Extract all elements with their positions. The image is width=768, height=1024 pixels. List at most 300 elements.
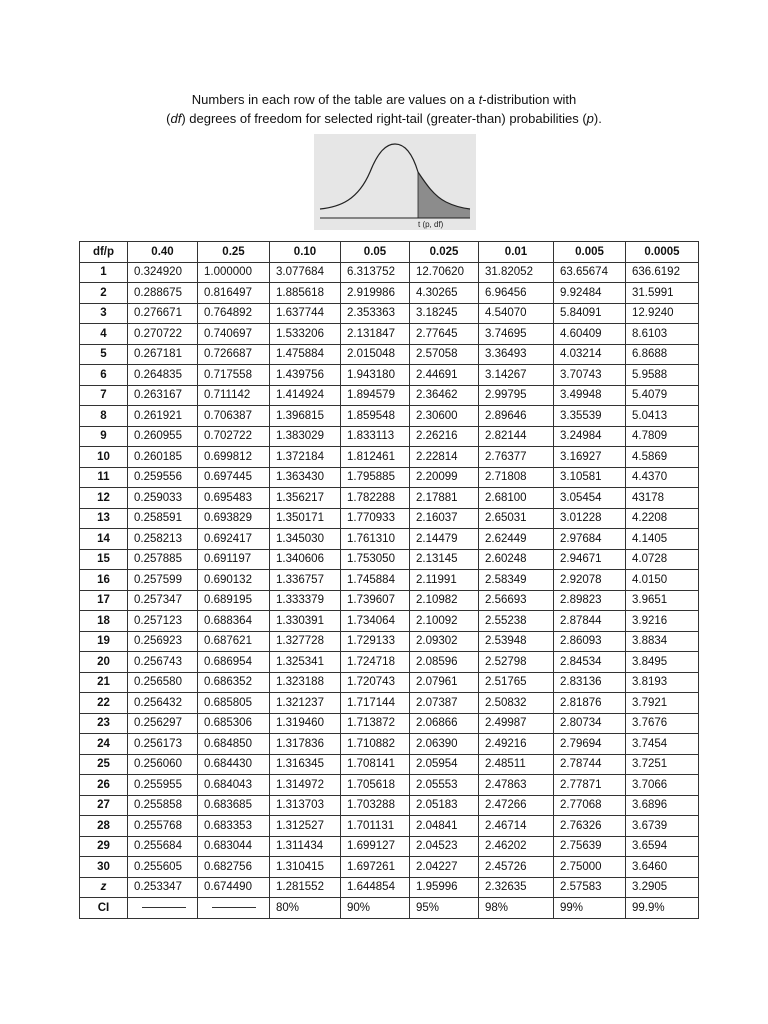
row-df-label: 30: [80, 857, 128, 878]
table-cell: 2.05183: [410, 795, 479, 816]
table-cell: 2.36462: [410, 385, 479, 406]
table-cell: 2.62449: [479, 529, 554, 550]
header-probability: 0.05: [341, 242, 410, 263]
table-cell: 0.702722: [198, 426, 270, 447]
table-cell: 0.695483: [198, 488, 270, 509]
table-cell: 5.0413: [626, 406, 699, 427]
table-cell: 1.703288: [341, 795, 410, 816]
table-cell: 1.637744: [270, 303, 341, 324]
table-row: [80, 898, 699, 919]
table-cell: 1.697261: [341, 857, 410, 878]
table-cell: 5.84091: [554, 303, 626, 324]
table-cell: 1.310415: [270, 857, 341, 878]
table-cell: 1.000000: [198, 262, 270, 283]
row-df-label: 4: [80, 324, 128, 345]
row-df-label: 19: [80, 631, 128, 652]
table-cell: 0.260185: [128, 447, 198, 468]
table-cell: 2.89646: [479, 406, 554, 427]
table-cell: 3.9651: [626, 590, 699, 611]
table-cell: 1.321237: [270, 693, 341, 714]
table-cell: 43178: [626, 488, 699, 509]
table-cell: 3.35539: [554, 406, 626, 427]
table-cell: 2.49216: [479, 734, 554, 755]
row-df-label: 26: [80, 775, 128, 796]
table-cell: 0.260955: [128, 426, 198, 447]
table-cell: 0.259556: [128, 467, 198, 488]
table-cell: 3.077684: [270, 262, 341, 283]
table-cell: 2.14479: [410, 529, 479, 550]
table-cell: 0.259033: [128, 488, 198, 509]
row-df-label: 1: [80, 262, 128, 283]
table-cell: 2.75639: [554, 836, 626, 857]
table-cell: 4.1405: [626, 529, 699, 550]
table-cell: 2.60248: [479, 549, 554, 570]
table-cell: 2.50832: [479, 693, 554, 714]
table-cell: 3.7251: [626, 754, 699, 775]
table-cell: 0.686352: [198, 672, 270, 693]
table-cell: 2.06390: [410, 734, 479, 755]
table-cell: 1.317836: [270, 734, 341, 755]
table-cell: 1.372184: [270, 447, 341, 468]
row-df-label: 25: [80, 754, 128, 775]
table-cell: 1.739607: [341, 590, 410, 611]
caption-line-2: [0, 109, 768, 128]
table-row: [80, 303, 699, 324]
table-cell: 1.319460: [270, 713, 341, 734]
table-cell: 1.345030: [270, 529, 341, 550]
table-cell: 0.258591: [128, 508, 198, 529]
table-cell: 80%: [270, 898, 341, 919]
table-row: [80, 734, 699, 755]
table-cell: 0.684043: [198, 775, 270, 796]
table-cell: 0.699812: [198, 447, 270, 468]
table-row: [80, 611, 699, 632]
row-df-label: 13: [80, 508, 128, 529]
table-cell: 2.30600: [410, 406, 479, 427]
table-cell: 99.9%: [626, 898, 699, 919]
caption-text: -distribution with: [482, 92, 577, 107]
table-cell: 2.10092: [410, 611, 479, 632]
table-cell: 1.782288: [341, 488, 410, 509]
table-cell: 3.7066: [626, 775, 699, 796]
table-cell: 1.943180: [341, 365, 410, 386]
table-cell: 1.323188: [270, 672, 341, 693]
t-distribution-curve-graphic: [314, 134, 476, 230]
table-cell: 4.0728: [626, 549, 699, 570]
table-cell: 0.726687: [198, 344, 270, 365]
table-row: [80, 426, 699, 447]
table-cell: 2.26216: [410, 426, 479, 447]
table-cell: 0.256173: [128, 734, 198, 755]
table-row: [80, 365, 699, 386]
row-df-label: 14: [80, 529, 128, 550]
table-cell: 2.919986: [341, 283, 410, 304]
table-cell: 3.36493: [479, 344, 554, 365]
table-cell: 2.77645: [410, 324, 479, 345]
table-cell: 2.45726: [479, 857, 554, 878]
header-probability: 0.01: [479, 242, 554, 263]
table-row: [80, 529, 699, 550]
table-cell: 2.51765: [479, 672, 554, 693]
table-cell: 0.689195: [198, 590, 270, 611]
table-cell: 2.83136: [554, 672, 626, 693]
row-df-label: 29: [80, 836, 128, 857]
table-row: [80, 324, 699, 345]
table-row: [80, 488, 699, 509]
table-cell: 3.2905: [626, 877, 699, 898]
table-cell: 1.333379: [270, 590, 341, 611]
table-cell: 1.701131: [341, 816, 410, 837]
table-cell: 3.70743: [554, 365, 626, 386]
empty-cell: [128, 898, 198, 919]
table-cell: 0.711142: [198, 385, 270, 406]
row-df-label: 15: [80, 549, 128, 570]
table-cell: 3.6460: [626, 857, 699, 878]
table-row: [80, 816, 699, 837]
table-cell: 12.70620: [410, 262, 479, 283]
table-cell: 2.65031: [479, 508, 554, 529]
table-cell: 4.0150: [626, 570, 699, 591]
table-cell: 2.08596: [410, 652, 479, 673]
table-cell: 0.256923: [128, 631, 198, 652]
table-cell: 1.761310: [341, 529, 410, 550]
table-row: [80, 467, 699, 488]
table-row: [80, 795, 699, 816]
table-cell: 4.30265: [410, 283, 479, 304]
table-cell: 3.6739: [626, 816, 699, 837]
table-cell: 95%: [410, 898, 479, 919]
table-cell: 0.740697: [198, 324, 270, 345]
row-df-label: 22: [80, 693, 128, 714]
table-cell: 1.705618: [341, 775, 410, 796]
table-cell: 1.396815: [270, 406, 341, 427]
row-df-label: 7: [80, 385, 128, 406]
table-cell: 1.363430: [270, 467, 341, 488]
table-cell: 2.32635: [479, 877, 554, 898]
caption-line-1: [0, 90, 768, 109]
row-df-label: 5: [80, 344, 128, 365]
table-cell: 0.257347: [128, 590, 198, 611]
table-cell: 0.816497: [198, 283, 270, 304]
t-distribution-figure: [314, 134, 476, 230]
table-cell: 2.71808: [479, 467, 554, 488]
table-row: [80, 857, 699, 878]
table-cell: 0.256580: [128, 672, 198, 693]
table-cell: 4.7809: [626, 426, 699, 447]
table-cell: 3.8193: [626, 672, 699, 693]
table-cell: 2.46714: [479, 816, 554, 837]
table-cell: 4.4370: [626, 467, 699, 488]
table-cell: 2.75000: [554, 857, 626, 878]
table-cell: 98%: [479, 898, 554, 919]
table-cell: 3.16927: [554, 447, 626, 468]
table-cell: 2.77068: [554, 795, 626, 816]
table-cell: 1.327728: [270, 631, 341, 652]
table-cell: 0.683044: [198, 836, 270, 857]
table-cell: 1.350171: [270, 508, 341, 529]
caption-text: ).: [593, 111, 602, 126]
table-cell: 2.015048: [341, 344, 410, 365]
table-row: [80, 672, 699, 693]
table-cell: 2.80734: [554, 713, 626, 734]
table-cell: 0.706387: [198, 406, 270, 427]
table-cell: 2.11991: [410, 570, 479, 591]
table-cell: 1.330391: [270, 611, 341, 632]
table-row: [80, 836, 699, 857]
table-cell: 3.10581: [554, 467, 626, 488]
caption-text: Numbers in each row of the table are values on a: [191, 92, 479, 107]
row-df-label: 18: [80, 611, 128, 632]
table-cell: 3.6896: [626, 795, 699, 816]
table-cell: 636.6192: [626, 262, 699, 283]
table-cell: 1.708141: [341, 754, 410, 775]
table-cell: 1.729133: [341, 631, 410, 652]
table-cell: 0.686954: [198, 652, 270, 673]
table-cell: 0.684850: [198, 734, 270, 755]
table-cell: 1.734064: [341, 611, 410, 632]
table-cell: 2.09302: [410, 631, 479, 652]
table-cell: 2.86093: [554, 631, 626, 652]
table-row: [80, 877, 699, 898]
header-probability: 0.025: [410, 242, 479, 263]
table-cell: 99%: [554, 898, 626, 919]
table-cell: 3.01228: [554, 508, 626, 529]
table-cell: 2.49987: [479, 713, 554, 734]
table-cell: 0.693829: [198, 508, 270, 529]
row-df-label: 11: [80, 467, 128, 488]
table-cell: 6.96456: [479, 283, 554, 304]
t-distribution-table: [79, 241, 699, 919]
table-cell: 3.7454: [626, 734, 699, 755]
table-cell: 2.46202: [479, 836, 554, 857]
table-cell: 4.54070: [479, 303, 554, 324]
table-cell: 4.03214: [554, 344, 626, 365]
table-cell: 0.255605: [128, 857, 198, 878]
table-cell: 2.79694: [554, 734, 626, 755]
row-df-label: 3: [80, 303, 128, 324]
caption-text: ) degrees of freedom for selected right-tail (greater-than) probabilities (: [181, 111, 587, 126]
table-cell: 0.717558: [198, 365, 270, 386]
table-cell: 3.49948: [554, 385, 626, 406]
table-cell: 1.859548: [341, 406, 410, 427]
table-cell: 0.687621: [198, 631, 270, 652]
table-cell: 2.53948: [479, 631, 554, 652]
table-row: [80, 508, 699, 529]
table-cell: 31.5991: [626, 283, 699, 304]
table-cell: 9.92484: [554, 283, 626, 304]
table-cell: 1.325341: [270, 652, 341, 673]
table-cell: 1.475884: [270, 344, 341, 365]
header-probability: 0.10: [270, 242, 341, 263]
table-cell: 1.713872: [341, 713, 410, 734]
table-cell: 2.47863: [479, 775, 554, 796]
table-cell: 0.674490: [198, 877, 270, 898]
table-cell: 90%: [341, 898, 410, 919]
table-cell: 5.4079: [626, 385, 699, 406]
table-cell: 1.281552: [270, 877, 341, 898]
caption-df-symbol: df: [170, 111, 182, 126]
table-cell: 2.05954: [410, 754, 479, 775]
table-cell: 1.316345: [270, 754, 341, 775]
table-row: [80, 385, 699, 406]
caption-text: (: [166, 111, 171, 126]
table-cell: 4.60409: [554, 324, 626, 345]
row-df-label: 24: [80, 734, 128, 755]
table-cell: 0.257599: [128, 570, 198, 591]
table-cell: 1.644854: [341, 877, 410, 898]
table-cell: 2.76326: [554, 816, 626, 837]
table-cell: 1.699127: [341, 836, 410, 857]
table-cell: 1.439756: [270, 365, 341, 386]
table-cell: 63.65674: [554, 262, 626, 283]
table-cell: 1.336757: [270, 570, 341, 591]
table-header-row: [80, 242, 699, 263]
table-cell: 1.314972: [270, 775, 341, 796]
table-cell: 2.92078: [554, 570, 626, 591]
table-cell: 2.07961: [410, 672, 479, 693]
table-cell: 0.255768: [128, 816, 198, 837]
header-probability: 0.0005: [626, 242, 699, 263]
table-cell: 1.313703: [270, 795, 341, 816]
row-df-label: 8: [80, 406, 128, 427]
table-cell: 2.78744: [554, 754, 626, 775]
table-cell: 0.253347: [128, 877, 198, 898]
table-cell: 3.8834: [626, 631, 699, 652]
table-cell: 0.276671: [128, 303, 198, 324]
table-cell: 0.264835: [128, 365, 198, 386]
row-df-label: 28: [80, 816, 128, 837]
table-cell: 1.717144: [341, 693, 410, 714]
table-cell: 2.06866: [410, 713, 479, 734]
table-cell: 0.267181: [128, 344, 198, 365]
table-cell: 1.95996: [410, 877, 479, 898]
table-cell: 2.353363: [341, 303, 410, 324]
table-cell: 1.533206: [270, 324, 341, 345]
table-cell: 2.57583: [554, 877, 626, 898]
table-cell: 8.6103: [626, 324, 699, 345]
table-cell: 2.58349: [479, 570, 554, 591]
table-cell: 2.99795: [479, 385, 554, 406]
table-cell: 0.255684: [128, 836, 198, 857]
table-cell: 1.812461: [341, 447, 410, 468]
table-cell: 1.720743: [341, 672, 410, 693]
table-cell: 2.10982: [410, 590, 479, 611]
row-df-label: 21: [80, 672, 128, 693]
table-cell: 0.288675: [128, 283, 198, 304]
table-cell: 2.22814: [410, 447, 479, 468]
table-cell: 2.87844: [554, 611, 626, 632]
table-cell: 3.14267: [479, 365, 554, 386]
table-row: [80, 570, 699, 591]
table-cell: 2.20099: [410, 467, 479, 488]
table-cell: 1.340606: [270, 549, 341, 570]
row-df-label: CI: [80, 898, 128, 919]
row-df-label: 10: [80, 447, 128, 468]
table-cell: 0.683685: [198, 795, 270, 816]
table-cell: 0.257885: [128, 549, 198, 570]
table-row: [80, 549, 699, 570]
table-cell: 1.753050: [341, 549, 410, 570]
table-row: [80, 775, 699, 796]
table-cell: 1.894579: [341, 385, 410, 406]
table-cell: 2.16037: [410, 508, 479, 529]
table-cell: 0.682756: [198, 857, 270, 878]
dash-placeholder: [212, 907, 256, 908]
table-row: [80, 447, 699, 468]
header-probability: 0.25: [198, 242, 270, 263]
table-cell: 2.05553: [410, 775, 479, 796]
table-cell: 3.24984: [554, 426, 626, 447]
row-df-label: 23: [80, 713, 128, 734]
table-cell: 1.356217: [270, 488, 341, 509]
table-cell: 2.48511: [479, 754, 554, 775]
table-cell: 12.9240: [626, 303, 699, 324]
table-cell: 2.04841: [410, 816, 479, 837]
table-cell: 4.5869: [626, 447, 699, 468]
table-cell: 31.82052: [479, 262, 554, 283]
critical-value-label: t (p, df): [418, 220, 444, 229]
table-row: [80, 754, 699, 775]
table-cell: 1.833113: [341, 426, 410, 447]
row-df-label: 27: [80, 795, 128, 816]
table-cell: 2.94671: [554, 549, 626, 570]
table-cell: 0.256432: [128, 693, 198, 714]
table-cell: 1.885618: [270, 283, 341, 304]
table-cell: 0.684430: [198, 754, 270, 775]
table-cell: 1.745884: [341, 570, 410, 591]
table-cell: 2.55238: [479, 611, 554, 632]
table-row: [80, 713, 699, 734]
table-cell: 0.256743: [128, 652, 198, 673]
table-cell: 2.68100: [479, 488, 554, 509]
table-cell: 0.255955: [128, 775, 198, 796]
table-row: [80, 344, 699, 365]
table-cell: 6.8688: [626, 344, 699, 365]
table-body: [80, 262, 699, 918]
table-cell: 0.685306: [198, 713, 270, 734]
table-cell: 2.81876: [554, 693, 626, 714]
row-df-label: 6: [80, 365, 128, 386]
table-caption: [0, 90, 768, 128]
table-cell: 3.7921: [626, 693, 699, 714]
header-df-p: df/p: [80, 242, 128, 263]
table-cell: 0.263167: [128, 385, 198, 406]
table-row: [80, 693, 699, 714]
table-cell: 0.685805: [198, 693, 270, 714]
table-cell: 0.683353: [198, 816, 270, 837]
row-df-label: 16: [80, 570, 128, 591]
table-row: [80, 631, 699, 652]
table-cell: 2.47266: [479, 795, 554, 816]
table-cell: 2.04227: [410, 857, 479, 878]
dash-placeholder: [142, 907, 186, 908]
empty-cell: [198, 898, 270, 919]
caption-p-symbol: p: [586, 111, 594, 126]
table-cell: 6.313752: [341, 262, 410, 283]
table-cell: 1.724718: [341, 652, 410, 673]
table-cell: 4.2208: [626, 508, 699, 529]
table-cell: 2.76377: [479, 447, 554, 468]
table-cell: 0.261921: [128, 406, 198, 427]
table-cell: 0.690132: [198, 570, 270, 591]
table-cell: 1.312527: [270, 816, 341, 837]
table-cell: 0.255858: [128, 795, 198, 816]
table-cell: 2.07387: [410, 693, 479, 714]
table-cell: 2.57058: [410, 344, 479, 365]
table-cell: 2.04523: [410, 836, 479, 857]
header-probability: 0.40: [128, 242, 198, 263]
row-df-label: 12: [80, 488, 128, 509]
